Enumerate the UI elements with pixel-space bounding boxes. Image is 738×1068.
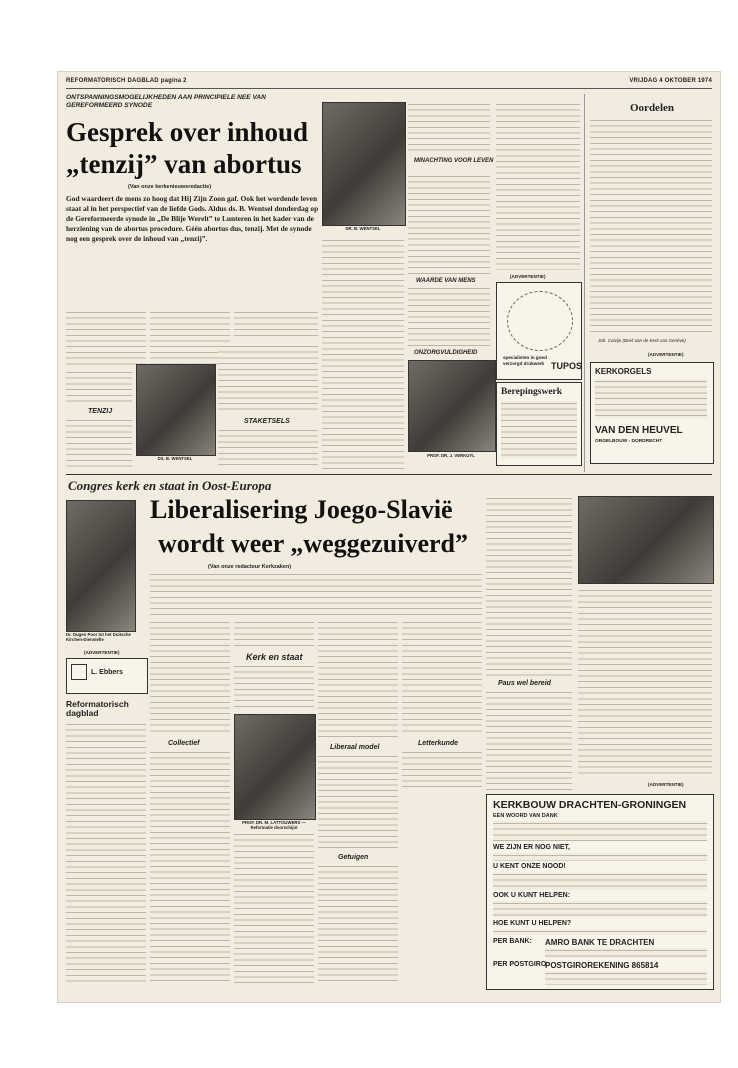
kerkbouw-q2: U KENT ONZE NOOD! bbox=[493, 863, 566, 870]
article1-text-col1c bbox=[66, 418, 132, 470]
oordelen-signoff: Joh. Calvijn (Brief aan de Kerk van Genève) bbox=[598, 338, 686, 343]
verkuyl-photo-caption: PROF. DR. J. VERKUYL bbox=[427, 453, 475, 458]
article1-title-line1: Gesprek over inhoud bbox=[66, 117, 309, 147]
article2-title-line2: wordt weer „weggezuiverd” bbox=[158, 529, 468, 558]
kerkbouw-title: KERKBOUW DRACHTEN-GRONINGEN bbox=[493, 799, 687, 811]
page-header bbox=[66, 77, 712, 89]
tupos-slogan: specialisten in goed verzorgd drukwerk bbox=[503, 355, 547, 366]
subhead-kerk-staat: Kerk en staat bbox=[246, 652, 303, 662]
advertentie-label-1: (ADVERTENTIE) bbox=[510, 274, 546, 279]
wentsel-photo-small bbox=[136, 364, 216, 456]
header-left: REFORMATORISCH DAGBLAD pagina 2 bbox=[66, 78, 187, 84]
lattouwers-photo bbox=[234, 714, 316, 820]
article2-text-col4 bbox=[402, 620, 482, 736]
subhead-getuigen: Getuigen bbox=[338, 854, 369, 861]
newspaper-page bbox=[58, 72, 720, 1002]
article2-text-col3c bbox=[318, 864, 398, 984]
poor-photo bbox=[66, 500, 136, 632]
oordelen-text bbox=[590, 118, 712, 334]
article1-text-col5c bbox=[408, 286, 490, 346]
article1-text-col1 bbox=[66, 310, 146, 366]
congress-photo bbox=[578, 496, 714, 584]
kerkbouw-subtitle: EEN WOORD VAN DANK bbox=[493, 813, 558, 819]
article2-text-col1 bbox=[150, 620, 230, 736]
article1-text-col5b bbox=[408, 174, 490, 274]
kerkorgels-title: KERKORGELS bbox=[595, 367, 652, 376]
article2-byline: (Van onze redacteur Kerkzaken) bbox=[208, 564, 292, 570]
kerkbouw-giro-label: PER POSTGIRO: bbox=[493, 961, 549, 968]
article1-text-col1b bbox=[66, 370, 132, 404]
article1-lead: God waardeert de mens zo hoog dat Hij Zijn Zoon gaf. Ook het wordende leven staat al in het perspectief van de liefde Gods. Aldus ds. B. Wentsel donderdag op de Gereformeerde synode in „De Blije Werelt” te Lunteren in het kader van de herziening van de abortus procedure. Géén abortus dus, tenzij. Met de synode nog een gesprek over de inhoud van „tenzij”. bbox=[66, 194, 319, 243]
kerkbouw-ad bbox=[486, 794, 714, 990]
article1-title-line2: „tenzij” van abortus bbox=[66, 149, 302, 179]
advertentie-label-2: (ADVERTENTIE) bbox=[648, 352, 684, 357]
article2-lead-text bbox=[150, 572, 482, 616]
bereping-ad bbox=[496, 382, 582, 466]
subhead-tenzij: TENZIJ bbox=[88, 408, 113, 415]
wentsel-photo-small-caption: DS. B. WENTSEL bbox=[157, 456, 193, 461]
subhead-waarde: WAARDE VAN MENS bbox=[416, 278, 476, 284]
tupos-ad bbox=[496, 282, 582, 380]
article2-kicker: Congres kerk en staat in Oost-Europa bbox=[68, 478, 272, 493]
article2-text-col3 bbox=[318, 620, 398, 740]
bereping-title: Berepingswerk bbox=[501, 387, 563, 397]
kerkbouw-bank-name: AMRO BANK TE DRACHTEN bbox=[545, 938, 655, 947]
section-rule bbox=[66, 474, 712, 475]
article2-text-col2c bbox=[234, 832, 314, 984]
kerkbouw-bank-label: PER BANK: bbox=[493, 938, 532, 945]
wentsel-photo-caption: DR. B. WENTSEL bbox=[345, 226, 381, 231]
subhead-liberaal-model: Liberaal model bbox=[330, 744, 380, 751]
article2-text-col5b bbox=[486, 690, 572, 792]
kerkbouw-intro bbox=[493, 821, 707, 841]
oordelen-title: Oordelen bbox=[630, 102, 674, 114]
article2-text-col5 bbox=[486, 496, 572, 676]
advertentie-label-4: (ADVERTENTIE) bbox=[84, 650, 120, 655]
article2-text-col6 bbox=[578, 588, 712, 778]
ebbers-logo bbox=[71, 664, 87, 680]
article2-text-col2b bbox=[234, 664, 314, 710]
kerkbouw-giro-name: POSTGIROREKENING 865814 bbox=[545, 961, 659, 970]
kerkbouw-q1-text bbox=[493, 853, 707, 861]
subhead-onzorgvuldigheid: ONZORGVULDIGHEID bbox=[414, 350, 478, 356]
subhead-staketsels: STAKETSELS bbox=[244, 418, 290, 425]
kerkbouw-q4-text bbox=[493, 929, 707, 935]
lattouwers-photo-caption: PROF. DR. M. LATTOUWERS — Reformatie doorschijnt bbox=[242, 820, 306, 830]
poor-photo-caption: Dr. Dugen Poor tot het Duitsche Kirchen-Dienstelle bbox=[66, 632, 131, 642]
kerkbouw-q1: WE ZIJN ER NOG NIET, bbox=[493, 844, 571, 851]
masthead-colophon bbox=[66, 722, 146, 984]
masthead-name: Reformatorisch dagblad bbox=[66, 699, 129, 718]
article2-title-line1: Liberalisering Joego-Slavië bbox=[150, 495, 453, 524]
article1-text-col3 bbox=[234, 310, 318, 340]
heuvel-subtitle: ORGELBOUW - DORDRECHT bbox=[595, 439, 663, 444]
article1-text-col6 bbox=[496, 102, 580, 270]
subhead-letterkunde: Letterkunde bbox=[418, 740, 459, 747]
kerkbouw-q4: HOE KUNT U HELPEN? bbox=[493, 920, 572, 927]
header-date: VRIJDAG 4 OKTOBER 1974 bbox=[629, 78, 712, 84]
subhead-minachting: MINACHTING VOOR LEVEN bbox=[414, 158, 494, 164]
wentsel-photo bbox=[322, 102, 406, 226]
kerkorgels-ad bbox=[590, 362, 714, 464]
bereping-text bbox=[501, 401, 577, 459]
article1-kicker: ONTSPANNINGSMOGELIJKHEDEN AAN PRINCIPIELE NEE VAN GEREFORMEERD SYNODE bbox=[66, 94, 266, 109]
ebbers-ad bbox=[66, 658, 148, 694]
kerkbouw-bank-text bbox=[545, 948, 707, 958]
article1-text-col3c bbox=[218, 428, 318, 470]
advertentie-label-3: (ADVERTENTIE) bbox=[648, 782, 684, 787]
kerkbouw-q2-text bbox=[493, 872, 707, 890]
article2-text-col4b bbox=[402, 750, 482, 792]
ebbers-name: L. Ebbers bbox=[91, 669, 123, 676]
article1-text-col4 bbox=[322, 238, 404, 470]
article1-byline: (Van onze kerkenieuwsredactie) bbox=[128, 184, 212, 190]
subhead-collectief: Collectief bbox=[168, 740, 200, 747]
verkuyl-photo bbox=[408, 360, 496, 452]
article2-text-col3b bbox=[318, 754, 398, 850]
column-rule bbox=[584, 94, 585, 472]
article1-text-col3b bbox=[218, 344, 318, 414]
kerkbouw-q3-text bbox=[493, 901, 707, 917]
kerkorgels-text bbox=[595, 379, 707, 419]
article2-text-col2 bbox=[234, 620, 314, 648]
article1-text-col5 bbox=[408, 102, 490, 154]
tupos-graphic bbox=[507, 291, 573, 351]
subhead-paus: Paus wel bereid bbox=[498, 680, 551, 687]
tupos-brand: TUPOS bbox=[551, 361, 583, 371]
kerkbouw-q3: OOK U KUNT HELPEN: bbox=[493, 892, 570, 899]
heuvel-title: VAN DEN HEUVEL bbox=[595, 425, 683, 436]
kerkbouw-giro-text bbox=[545, 971, 707, 985]
article2-text-col1b bbox=[150, 750, 230, 984]
